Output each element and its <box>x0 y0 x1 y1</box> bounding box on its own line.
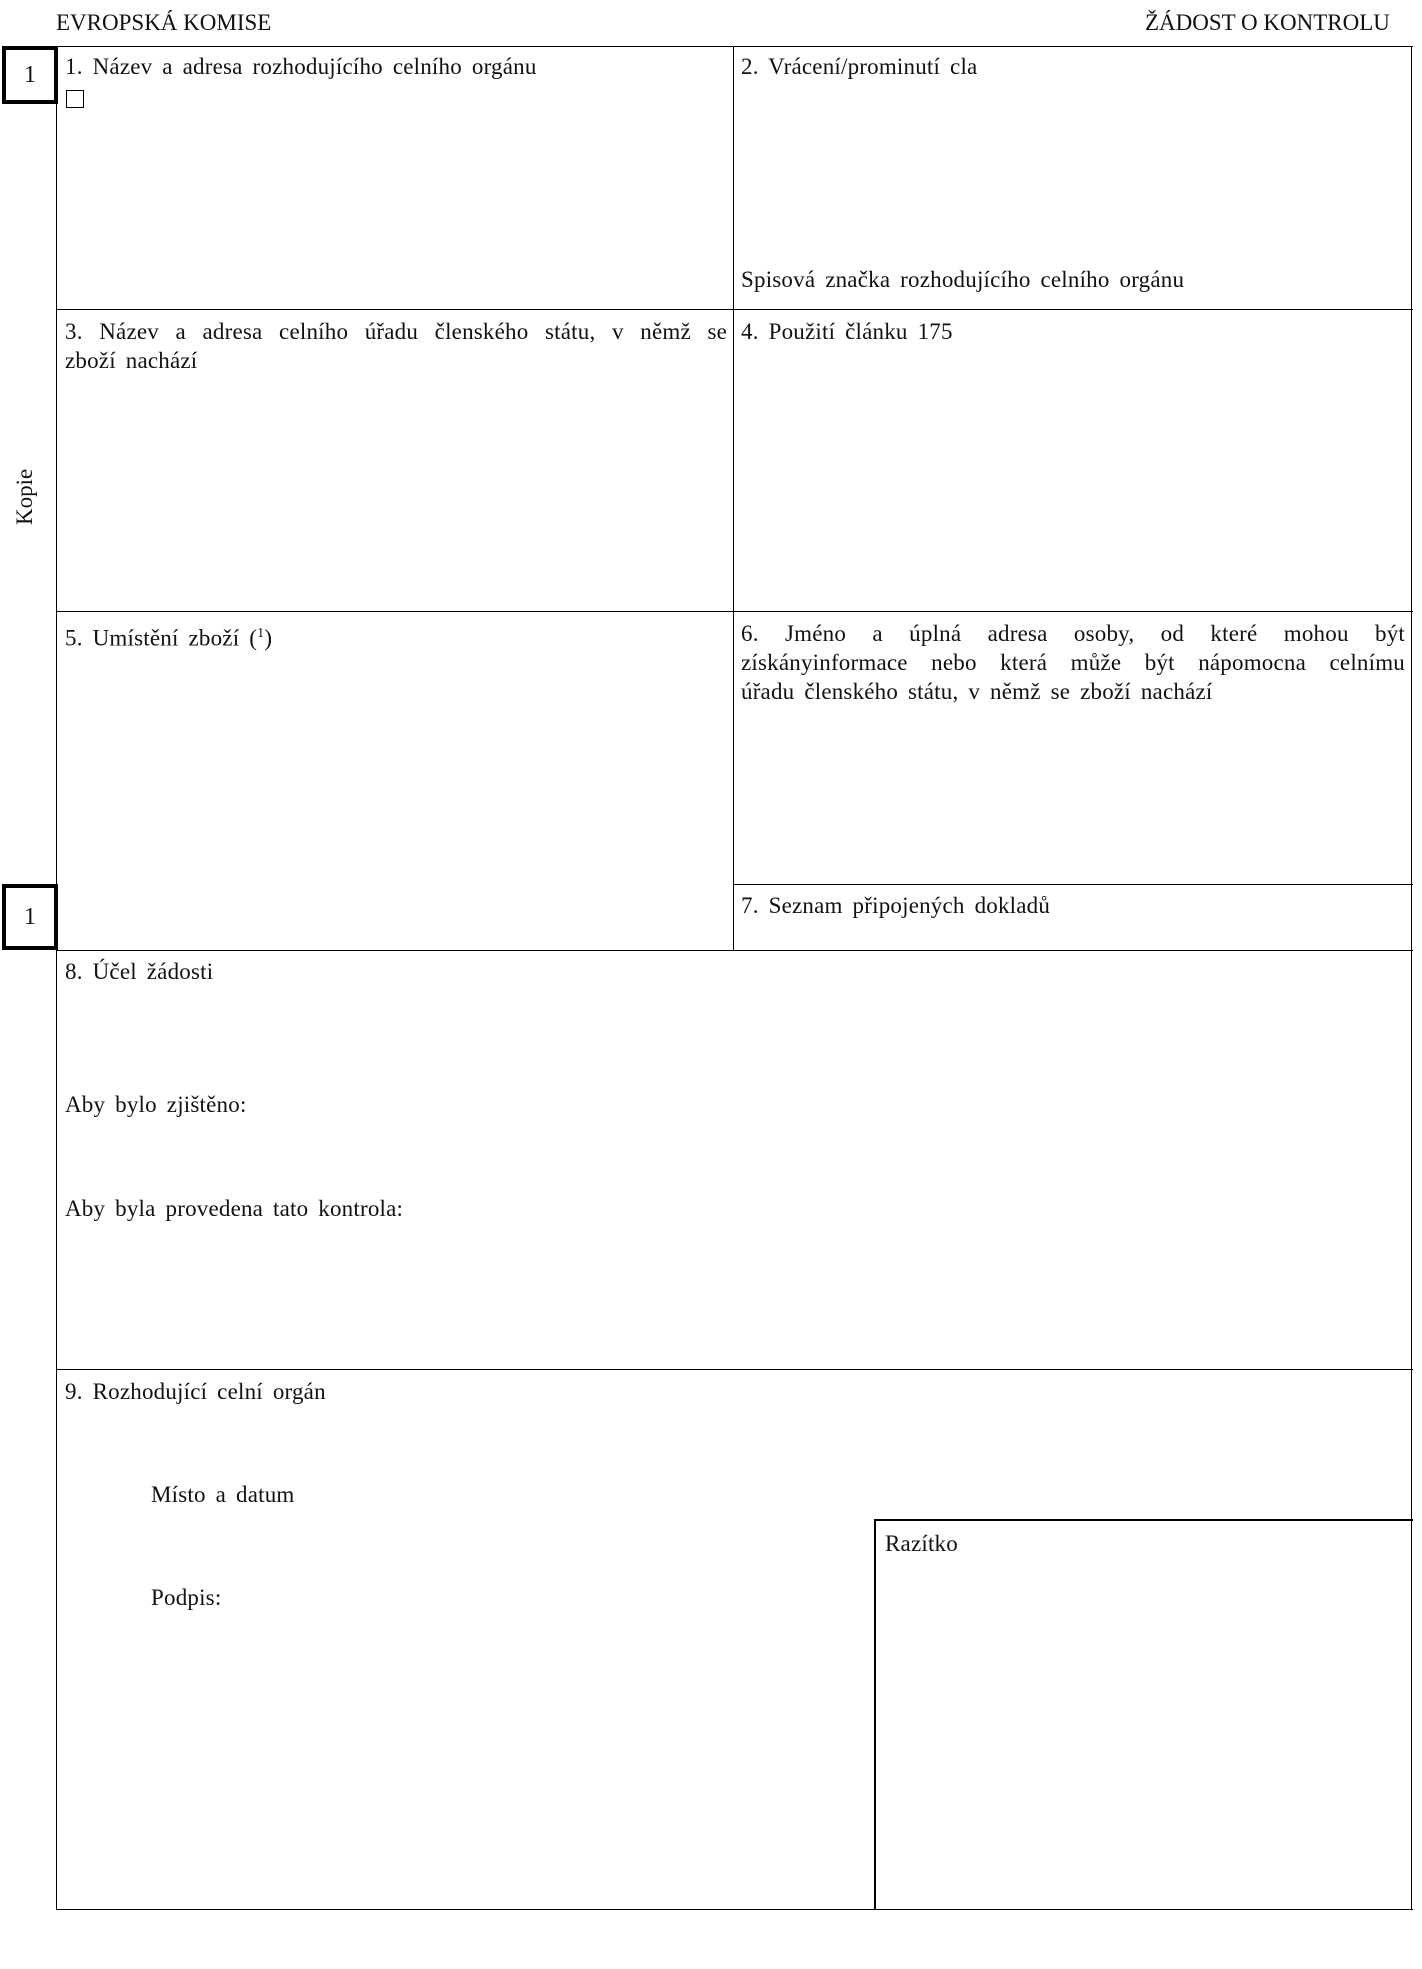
box9-signature: Podpis: <box>151 1585 222 1610</box>
box3-label-line2: zboží nachází <box>65 348 198 373</box>
row-divider-2 <box>56 611 1413 612</box>
box8-to-establish: Aby bylo zjištěno: <box>65 1092 247 1117</box>
row-divider-box7 <box>733 884 1413 885</box>
box8-check-to-perform: Aby byla provedena tato kontrola: <box>65 1196 404 1221</box>
header-right: ŽÁDOST O KONTROLU <box>1145 10 1390 35</box>
copy-side-label: Kopie <box>12 468 37 525</box>
frame-bottom <box>56 1909 1413 1910</box>
frame-right <box>1411 46 1412 1910</box>
header-left: EVROPSKÁ KOMISE <box>56 10 272 35</box>
box6-label-line2: získányinformace nebo která může být nápomocna celnímu <box>741 650 1405 675</box>
box3-label-line1: 3. Název a adresa celního úřadu členského státu, v němž se <box>65 319 727 344</box>
box9-stamp-label: Razítko <box>885 1531 958 1556</box>
box7-label: 7. Seznam připojených dokladů <box>741 893 1051 918</box>
stamp-box-left <box>874 1519 876 1910</box>
box2-label: 2. Vrácení/prominutí cla <box>741 54 978 79</box>
box1-label: 1. Název a adresa rozhodujícího celního orgánu <box>65 54 537 79</box>
box2-reference-label: Spisová značka rozhodujícího celního orgánu <box>741 267 1185 292</box>
stamp-box-top <box>874 1519 1413 1521</box>
frame-top <box>56 46 1413 47</box>
row-divider-1 <box>56 309 1413 310</box>
box5-label-text: 5. Umístění zboží ( <box>65 625 258 651</box>
frame-left <box>56 46 57 1910</box>
box9-place-date: Místo a datum <box>151 1482 295 1507</box>
row-divider-4 <box>56 1369 1413 1370</box>
box6-label-line3: úřadu členského státu, v němž se zboží nachází <box>741 679 1213 704</box>
box5-footnote: 1 <box>257 626 265 641</box>
box4-label: 4. Použití článku 175 <box>741 319 953 344</box>
row-divider-3 <box>56 950 1413 951</box>
column-divider <box>733 46 734 951</box>
copy-number-bottom: 1 <box>2 884 58 950</box>
box5-label <box>65 619 272 653</box>
box8-label: 8. Účel žádosti <box>65 959 214 984</box>
box5-label-end: ) <box>264 625 273 651</box>
box9-label: 9. Rozhodující celní orgán <box>65 1379 326 1404</box>
box1-checkbox[interactable] <box>66 90 84 108</box>
box6-label-line1: 6. Jméno a úplná adresa osoby, od které mohou být <box>741 621 1405 646</box>
copy-number-top: 1 <box>2 46 58 104</box>
